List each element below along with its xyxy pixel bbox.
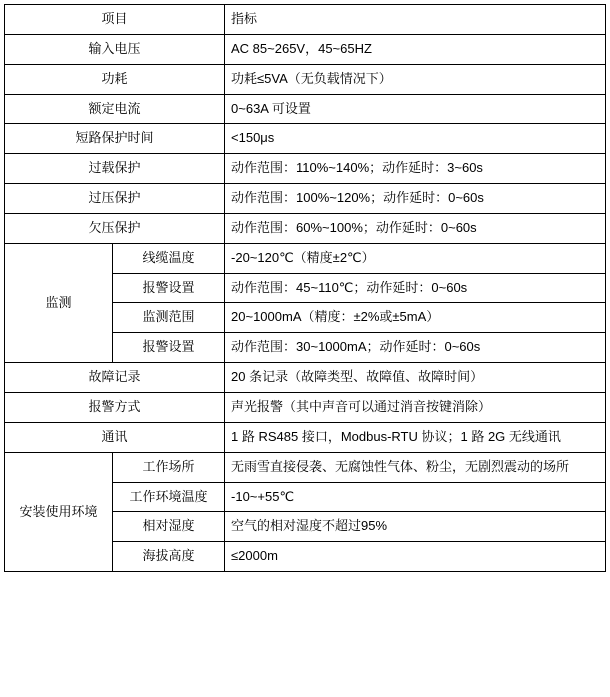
table-row xyxy=(5,5,606,35)
row-value: 空气的相对湿度不超过95% xyxy=(225,512,606,542)
row-value: 动作范围：110%~140%；动作延时：3~60s xyxy=(225,154,606,184)
row-label: 额定电流 xyxy=(5,94,225,124)
env-sub-label: 相对湿度 xyxy=(113,512,225,542)
table-row xyxy=(5,34,606,64)
table-row xyxy=(5,392,606,422)
monitor-section-label-leakage: 监测范围 xyxy=(113,303,225,333)
env-group-label xyxy=(5,452,113,571)
monitor-group-label: 监测 xyxy=(5,243,113,362)
row-label: 报警方式 xyxy=(5,392,225,422)
row-value: 动作范围：45~110℃；动作延时：0~60s xyxy=(225,273,606,303)
table-row xyxy=(5,422,606,452)
env-sub-label: 海拔高度 xyxy=(113,542,225,572)
table-row xyxy=(5,213,606,243)
row-value: 1 路 RS485 接口，Modbus-RTU 协议；1 路 2G 无线通讯 xyxy=(225,422,606,452)
env-group-label-text: 安装使用环境 xyxy=(19,503,98,519)
row-label: 通讯 xyxy=(5,422,225,452)
row-label: 故障记录 xyxy=(5,363,225,393)
row-value: <150μs xyxy=(225,124,606,154)
table-row xyxy=(5,184,606,214)
row-value: 20~1000mA（精度：±2%或±5mA） xyxy=(225,303,606,333)
row-value: 动作范围：30~1000mA；动作延时：0~60s xyxy=(225,333,606,363)
row-value: 0~63A 可设置 xyxy=(225,94,606,124)
row-value: AC 85~265V，45~65HZ xyxy=(225,34,606,64)
row-label: 过载保护 xyxy=(5,154,225,184)
row-value: -20~120℃（精度±2℃） xyxy=(225,243,606,273)
env-sub-label: 工作环境温度 xyxy=(113,482,225,512)
row-value: ≤2000m xyxy=(225,542,606,572)
specification-table xyxy=(4,4,606,572)
table-row xyxy=(5,363,606,393)
row-value: -10~+55℃ xyxy=(225,482,606,512)
row-label: 欠压保护 xyxy=(5,213,225,243)
row-label: 过压保护 xyxy=(5,184,225,214)
row-label: 短路保护时间 xyxy=(5,124,225,154)
table-row-env-workplace xyxy=(5,452,606,482)
row-value: 无雨雪直接侵袭、无腐蚀性气体、粉尘，无剧烈震动的场所 xyxy=(225,452,606,482)
table-row xyxy=(5,124,606,154)
row-label: 输入电压 xyxy=(5,34,225,64)
monitor-section-label-cable-temp: 线缆温度 xyxy=(113,243,225,273)
row-value: 动作范围：100%~120%；动作延时：0~60s xyxy=(225,184,606,214)
row-value: 功耗≤5VA（无负载情况下） xyxy=(225,64,606,94)
table-row xyxy=(5,154,606,184)
table-row xyxy=(5,94,606,124)
table-body xyxy=(5,5,606,572)
row-value: 指标 xyxy=(225,5,606,35)
row-value: 声光报警（其中声音可以通过消音按键消除） xyxy=(225,392,606,422)
table-row xyxy=(5,64,606,94)
env-sub-label: 工作场所 xyxy=(113,452,225,482)
monitor-sub-label: 报警设置 xyxy=(113,273,225,303)
row-value: 动作范围：60%~100%；动作延时：0~60s xyxy=(225,213,606,243)
row-label: 功耗 xyxy=(5,64,225,94)
table-row-monitor-temp-range xyxy=(5,243,606,273)
row-label: 项目 xyxy=(5,5,225,35)
monitor-sub-label: 报警设置 xyxy=(113,333,225,363)
row-value: 20 条记录（故障类型、故障值、故障时间） xyxy=(225,363,606,393)
